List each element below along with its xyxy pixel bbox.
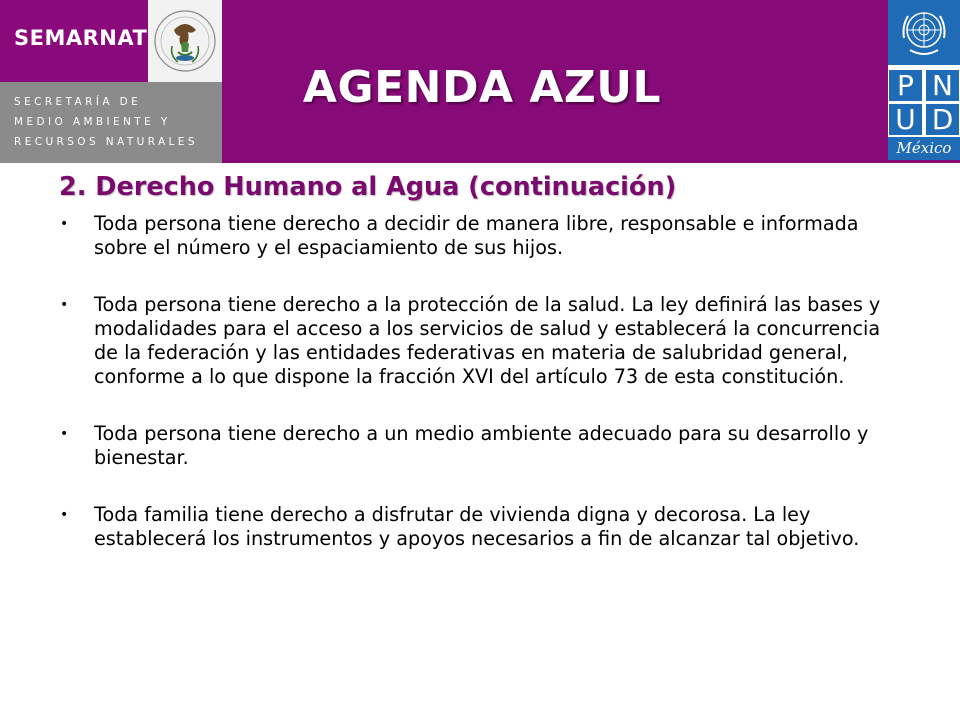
semarnat-line-2: MEDIO AMBIENTE Y xyxy=(14,116,171,128)
bullet-text: Toda persona tiene derecho a un medio ambiente adecuado para su desarrollo y bienestar. xyxy=(94,422,869,469)
bullet-icon: • xyxy=(60,426,69,442)
bullet-item xyxy=(60,293,910,389)
semarnat-logo xyxy=(0,0,222,163)
bullet-icon: • xyxy=(60,507,69,523)
semarnat-line-1: SECRETARÍA DE xyxy=(14,96,142,108)
semarnat-line-3: RECURSOS NATURALES xyxy=(14,136,198,148)
bullet-icon: • xyxy=(60,216,69,232)
undp-letter-n: N xyxy=(926,70,959,101)
semarnat-name: SEMARNAT xyxy=(14,26,148,50)
bullet-icon: • xyxy=(60,297,69,313)
slide-title: AGENDA AZUL xyxy=(302,62,662,113)
undp-letter-p: P xyxy=(889,70,922,101)
bullet-list xyxy=(60,212,910,584)
bullet-text: Toda familia tiene derecho a disfrutar de vivienda digna y decorosa. La ley establecerá los instrumentos y apoyos necesarios a fin de alcanzar tal objetivo. xyxy=(94,503,860,550)
bullet-item xyxy=(60,212,910,260)
bullet-text: Toda persona tiene derecho a decidir de manera libre, responsable e informada sobre el número y el espaciamiento de sus hijos. xyxy=(94,212,859,259)
mexican-coat-of-arms-icon xyxy=(148,0,222,82)
bullet-text: Toda persona tiene derecho a la protección de la salud. La ley definirá las bases y modalidades para el acceso a los servicios de salud y establecerá la concurrencia de la federación y las entidades federativas en materia de salubridad general, conforme a lo que dispone la fracción XVI del artículo 73 de esta constitución. xyxy=(94,293,881,388)
undp-letter-u: U xyxy=(889,104,922,135)
undp-country-label: México xyxy=(888,137,960,160)
bullet-item xyxy=(60,422,910,470)
un-emblem-icon xyxy=(888,0,960,65)
section-heading: 2. Derecho Humano al Agua (continuación) xyxy=(59,172,677,202)
semarnat-subtitle-block xyxy=(0,82,222,163)
bullet-item xyxy=(60,503,910,551)
slide-header xyxy=(0,0,960,163)
undp-letter-d: D xyxy=(926,104,959,135)
undp-logo xyxy=(888,0,960,160)
semarnat-name-block xyxy=(0,0,148,82)
